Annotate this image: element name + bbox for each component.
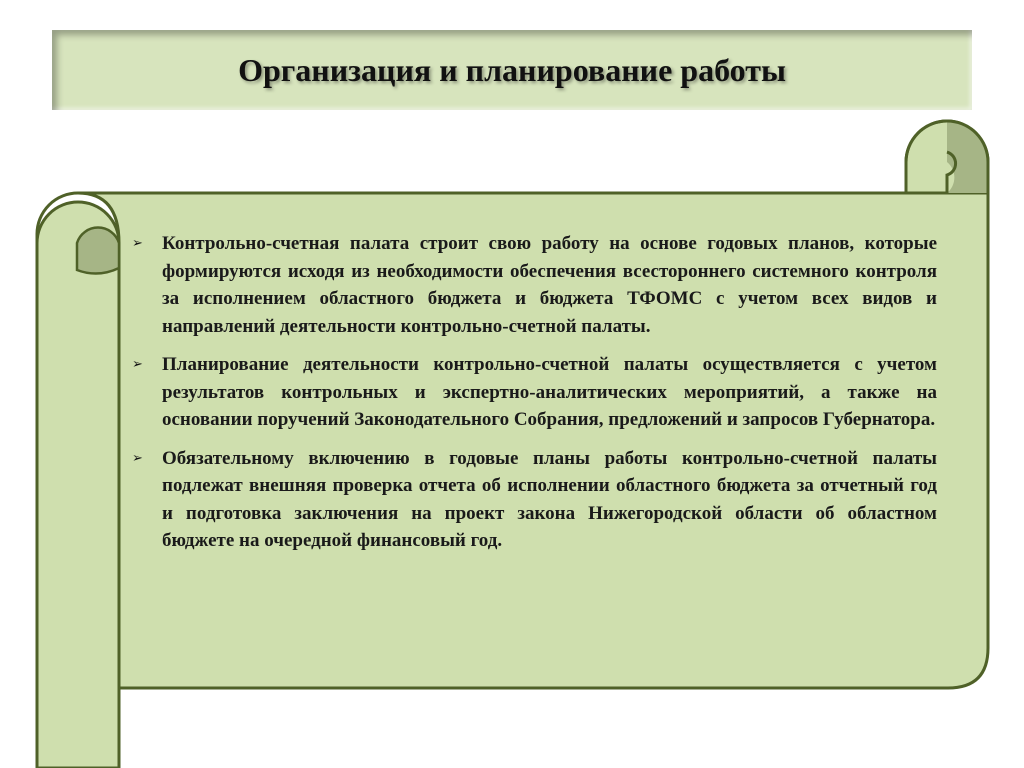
bullet-list <box>132 230 937 566</box>
arrow-bullet-icon: ➢ <box>132 357 143 372</box>
arrow-bullet-icon: ➢ <box>132 450 143 466</box>
slide-title: Организация и планирование работы <box>238 51 786 88</box>
arrow-bullet-icon: ➢ <box>132 236 143 251</box>
list-item-text: Планирование деятельности контрольно-счетной палаты осуществляется с учетом результатов контрольных и экспертно-аналитических мероприятий, а также на основании поручений Законодательного Собрания, предложений и запросов Губернатора. <box>162 354 937 430</box>
list-item <box>132 351 937 434</box>
list-item-text: Контрольно-счетная палата строит свою работу на основе годовых планов, которые формируются исходя из необходимости обеспечения всестороннего системного контроля за исполнением областного бюджета и бюджета ТФОМС с учетом всех видов и направлений деятельности контрольно-счетной палаты. <box>162 233 937 337</box>
scroll-left-curl-shade <box>77 228 119 274</box>
scroll-left-roll <box>37 202 119 768</box>
list-item <box>132 230 937 340</box>
list-item-text: Обязательному включению в годовые планы работы контрольно-счетной палаты подлежат внешняя проверка отчета об исполнении областного бюджета за отчетный год и подготовка заключения на проект закона Нижегородской области об областном бюджете на очередной финансовый год. <box>162 447 937 551</box>
list-item <box>132 445 937 555</box>
